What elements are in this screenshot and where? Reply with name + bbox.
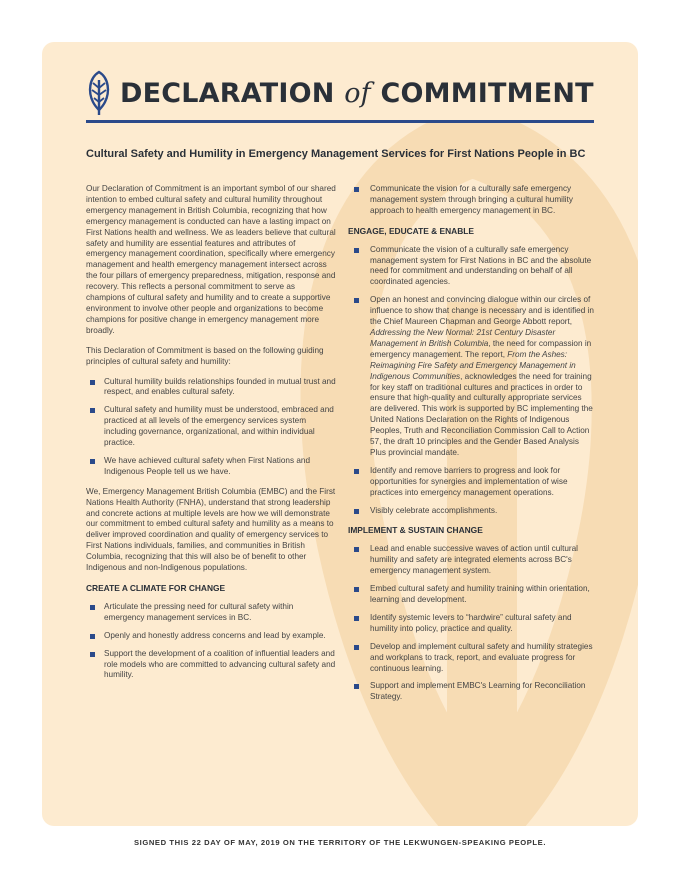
list-item: We have achieved cultural safety when First Nations and Indigenous People tell us we have. (86, 456, 336, 478)
page-title: DECLARATION of COMMITMENT (120, 77, 594, 109)
climate-list (86, 602, 336, 681)
we-paragraph: We, Emergency Management British Columbia (EMBC) and the First Nations Health Authority (FNHA), understand that strong leadership and concrete actions at multiple levels are how we will demonstrate our commitment to embed cultural safety and humility as a means to deliver improved coordination and quality of emergency services to First Nations individuals, families, and communities in British Columbia, recognizing that this will also be of benefit to other Indigenous and non-Indigenous populations. (86, 486, 336, 573)
list-item: Articulate the pressing need for cultural safety within emergency management services in BC. (86, 602, 336, 624)
section-heading-engage: ENGAGE, EDUCATE & ENABLE (348, 225, 474, 236)
climate-list-continued (348, 184, 594, 217)
list-item: Support and implement EMBC's Learning for Reconciliation Strategy. (348, 681, 594, 703)
list-item: Openly and honestly address concerns and lead by example. (86, 631, 336, 642)
implement-list (348, 544, 594, 703)
list-item: Develop and implement cultural safety and humility strategies and workplans to track, report, and evaluate progress for continuous learning. (348, 642, 594, 675)
left-column (86, 184, 336, 690)
title-row (86, 70, 594, 116)
list-item (348, 295, 594, 459)
list-item: Cultural humility builds relationships founded in mutual trust and respect, and enables cultural safety. (86, 377, 336, 399)
list-item: Embed cultural safety and humility training within orientation, learning and development. (348, 584, 594, 606)
list-item: Communicate the vision for a culturally safe emergency management system through bringing a cultural humility approach to health emergency management in BC. (348, 184, 594, 217)
section-heading-implement: IMPLEMENT & SUSTAIN CHANGE (348, 525, 483, 536)
report-title-from-the-ashes: From the Ashes: Reimagining Fire Safety and Emergency Management in Indigenous Communities (370, 349, 576, 381)
report-text: , acknowledges the need for training for key staff on traditional cultures and practices in order to ensure that high-quality and culturally appropriate services are delivered. This work is supported by BC implementing the United Nations Declaration on the Rights of Indigenous Peoples, Truth and Reconciliation Commission Call to Action 57, the draft 10 principles and the Gender Based Analysis Plus provincial mandate. (370, 371, 593, 457)
list-item: Visibly celebrate accomplishments. (348, 506, 594, 517)
right-column (348, 184, 594, 712)
document-panel (42, 42, 638, 826)
list-item: Identify and remove barriers to progress and look for opportunities for synergies and implementation of wise practices into emergency management operations. (348, 466, 594, 499)
list-item: Identify systemic levers to “hardwire” cultural safety and humility into policy, practice and quality. (348, 613, 594, 635)
principles-intro: This Declaration of Commitment is based on the following guiding principles of cultural safety and humility: (86, 345, 324, 366)
feather-icon (86, 70, 112, 116)
list-item: Communicate the vision of a culturally safe emergency management system for First Nations in BC and the absolute need for commitment and understanding on behalf of all coordinated agencies. (348, 245, 594, 289)
section-heading-climate: CREATE A CLIMATE FOR CHANGE (86, 583, 226, 593)
list-item: Cultural safety and humility must be understood, embraced and practiced at all levels of the emergency services system including governance, organizational, and within individual practice. (86, 405, 336, 449)
list-item: Lead and enable successive waves of action until cultural humility and safety are integrated elements across BC's emergency management system. (348, 544, 594, 577)
intro-paragraph: Our Declaration of Commitment is an important symbol of our shared intention to embed cultural safety and cultural humility throughout emergency management in British Columbia, recognizing that how emergency management is conducted can have a lasting impact on First Nations health and wellness. We as leaders believe that cultural safety and humility are essential features and attributes of emergency management coordination, specifically where emergency management and health emergency management intersect across the four pillars of emergency preparedness, mitigation, response and recovery. This reflects a personal commitment to serve as champions of cultural safety and humility and to create a supportive environment to involve other people and organizations to become champions for positive change in emergency management more broadly. (86, 184, 336, 335)
engage-list (348, 245, 594, 517)
title-underline (86, 120, 594, 123)
report-title-new-normal: Addressing the New Normal: 21st Century Disaster Management in British Columbia (370, 327, 556, 348)
principles-list (86, 377, 336, 478)
signature-line: SIGNED THIS 22 DAY OF MAY, 2019 ON THE TERRITORY OF THE LEKWUNGEN-SPEAKING PEOPLE. (133, 838, 547, 847)
report-text: Open an honest and convincing dialogue within our circles of influence to show that change is necessary and is identified in the Chief Maureen Chapman and George Abbott report, (370, 295, 594, 327)
page-subtitle: Cultural Safety and Humility in Emergency Management Services for First Nations People in BC (86, 148, 586, 160)
list-item: Support the development of a coalition of influential leaders and role models who are committed to advancing cultural safety and humility. (86, 649, 336, 682)
report-text: , the need for compassion in emergency management. The report, (370, 338, 592, 359)
